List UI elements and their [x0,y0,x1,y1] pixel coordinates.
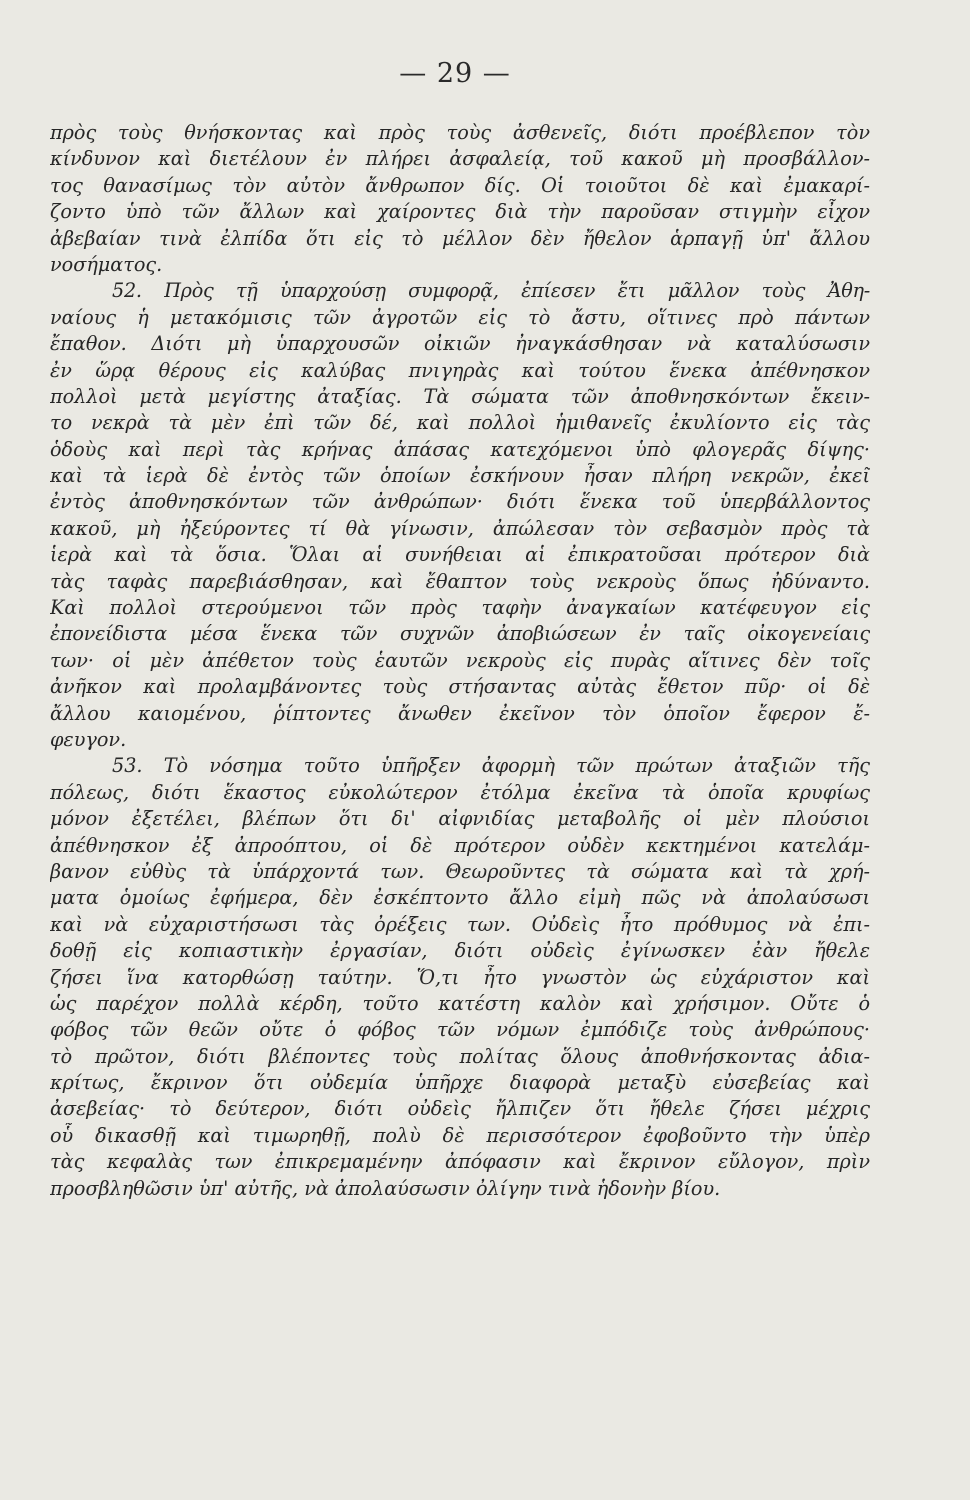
text-line: ὁδοὺς καὶ περὶ τὰς κρήνας ἁπάσας κατεχόμενοι ὑπὸ φλογερᾶς δίψης· [50,437,870,461]
text-line: δοθῇ εἰς κοπιαστικὴν ἐργασίαν, διότι οὐδεὶς ἐγίνωσκεν ἐὰν ἤθελε [50,939,870,963]
text-line: κακοῦ, μὴ ἠξεύροντες τί θὰ γίνωσιν, ἀπώλεσαν τὸν σεβασμὸν πρὸς τὰ [50,516,870,540]
paragraph-53-start: 53. Τὸ νόσημα τοῦτο ὑπῆρξεν ἀφορμὴ τῶν πρώτων ἀταξιῶν τῆς [112,754,870,778]
text-line: ζοντο ὑπὸ τῶν ἄλλων καὶ χαίροντες διὰ τὴν παροῦσαν στιγμὴν εἶχον [50,200,870,224]
text-line: μόνον ἐξετέλει, βλέπων ὅτι δι' αἰφνιδίας μεταβολῆς οἱ μὲν πλούσιοι [50,807,870,831]
text-line: ἀπέθνησκον ἐξ ἀπροόπτου, οἱ δὲ πρότερον οὐδὲν κεκτημένοι κατελάμ- [50,833,870,857]
text-line: πολλοὶ μετὰ μεγίστης ἀταξίας. Τὰ σώματα τῶν ἀποθνησκόντων ἔκειν- [50,384,870,408]
paragraph-52-start: 52. Πρὸς τῇ ὑπαρχούσῃ συμφορᾷ, ἐπίεσεν ἔτι μᾶλλον τοὺς Ἀθη- [112,279,870,303]
text-line: φευγον. [50,727,127,751]
text-line: φόβος τῶν θεῶν οὔτε ὁ φόβος τῶν νόμων ἐμπόδιζε τοὺς ἀνθρώπους· [50,1018,870,1042]
text-line: ἀβεβαίαν τινὰ ἐλπίδα ὅτι εἰς τὸ μέλλον δὲν ἤθελον ἁρπαγῇ ὑπ' ἄλλου [50,226,870,250]
text-line: κίνδυνον καὶ διετέλουν ἐν πλήρει ἀσφαλείᾳ, τοῦ κακοῦ μὴ προσβάλλον- [50,147,870,171]
text-line: τὰς ταφὰς παρεβιάσθησαν, καὶ ἔθαπτον τοὺς νεκροὺς ὅπως ἠδύναντο. [50,569,870,593]
text-line: νοσήματος. [50,252,163,276]
text-line: ματα ὁμοίως ἐφήμερα, δὲν ἐσκέπτοντο ἄλλο εἰμὴ πῶς νὰ ἀπολαύσωσι [50,886,870,910]
text-line: ἔπαθον. Διότι μὴ ὑπαρχουσῶν οἰκιῶν ἠναγκάσθησαν νὰ καταλύσωσιν [50,332,870,356]
text-line: καὶ νὰ εὐχαριστήσωσι τὰς ὀρέξεις των. Οὐδεὶς ἦτο πρόθυμος νὰ ἐπι- [50,912,870,936]
text-line: ἐν ὥρᾳ θέρους εἰς καλύβας πνιγηρὰς καὶ τούτου ἕνεκα ἀπέθνησκον [50,358,870,382]
text-line: τὸ πρῶτον, διότι βλέποντες τοὺς πολίτας ὅλους ἀποθνήσκοντας ἀδια- [50,1044,870,1068]
text-line: Καὶ πολλοὶ στερούμενοι τῶν πρὸς ταφὴν ἀναγκαίων κατέφευγον εἰς [50,596,870,620]
text-line: ζήσει ἵνα κατορθώσῃ ταύτην. Ὅ,τι ἦτο γνωστὸν ὡς εὐχάριστον καὶ [50,965,870,989]
text-line: τὰς κεφαλὰς των ἐπικρεμαμένην ἀπόφασιν καὶ ἔκρινον εὔλογον, πρὶν [50,1150,870,1174]
page-number: — 29 — [399,58,511,89]
text-line: το νεκρὰ τὰ μὲν ἐπὶ τῶν δέ, καὶ πολλοὶ ἡμιθανεῖς ἐκυλίοντο εἰς τὰς [50,411,870,435]
body-text [50,120,870,1202]
text-line: ναίους ἡ μετακόμισις τῶν ἀγροτῶν εἰς τὸ ἄστυ, οἵτινες πρὸ πάντων [50,305,870,329]
text-line: των· οἱ μὲν ἀπέθετον τοὺς ἑαυτῶν νεκροὺς εἰς πυρὰς αἵτινες δὲν τοῖς [50,648,870,672]
text-line: ἱερὰ καὶ τὰ ὅσια. Ὅλαι αἱ συνήθειαι αἱ ἐπικρατοῦσαι πρότερον διὰ [50,543,870,567]
text-line: ἐπονείδιστα μέσα ἕνεκα τῶν συχνῶν ἀποβιώσεων ἐν ταῖς οἰκογενείαις [50,622,870,646]
text-line: κρίτως, ἔκρινον ὅτι οὐδεμία ὑπῆρχε διαφορὰ μεταξὺ εὐσεβείας καὶ [50,1071,870,1095]
text-line: πρὸς τοὺς θνήσκοντας καὶ πρὸς τοὺς ἀσθενεῖς, διότι προέβλεπον τὸν [50,121,870,144]
text-line: καὶ τὰ ἱερὰ δὲ ἐντὸς τῶν ὁποίων ἐσκήνουν ἦσαν πλήρη νεκρῶν, ἐκεῖ [50,464,870,488]
text-line: οὗ δικασθῇ καὶ τιμωρηθῇ, πολὺ δὲ περισσότερον ἐφοβοῦντο τὴν ὑπὲρ [50,1123,870,1147]
text-line: ἀνῆκον καὶ προλαμβάνοντες τοὺς στήσαντας αὐτὰς ἔθετον πῦρ· οἱ δὲ [50,675,870,699]
text-line: πόλεως, διότι ἕκαστος εὐκολώτερον ἐτόλμα ἐκεῖνα τὰ ὁποῖα κρυφίως [50,780,870,804]
text-line: βανον εὐθὺς τὰ ὑπάρχοντά των. Θεωροῦντες τὰ σώματα καὶ τὰ χρή- [50,859,870,883]
text-line: τος θανασίμως τὸν αὐτὸν ἄνθρωπον δίς. Οἱ τοιοῦτοι δὲ καὶ ἐμακαρί- [50,173,870,197]
text-line: ὡς παρέχον πολλὰ κέρδη, τοῦτο κατέστη καλὸν καὶ χρήσιμον. Οὔτε ὁ [50,991,870,1015]
text-line: ἄλλου καιομένου, ῥίπτοντες ἄνωθεν ἐκεῖνον τὸν ὁποῖον ἔφερον ἔ- [50,701,870,725]
text-line: προσβληθῶσιν ὑπ' αὐτῆς, νὰ ἀπολαύσωσιν ὀλίγην τινὰ ἡδονὴν βίου. [50,1176,721,1200]
text-line: ἀσεβείας· τὸ δεύτερον, διότι οὐδεὶς ἤλπιζεν ὅτι ἤθελε ζήσει μέχρις [50,1097,870,1121]
text-line: ἐντὸς ἀποθνησκόντων τῶν ἀνθρώπων· διότι ἕνεκα τοῦ ὑπερβάλλοντος [50,490,870,514]
